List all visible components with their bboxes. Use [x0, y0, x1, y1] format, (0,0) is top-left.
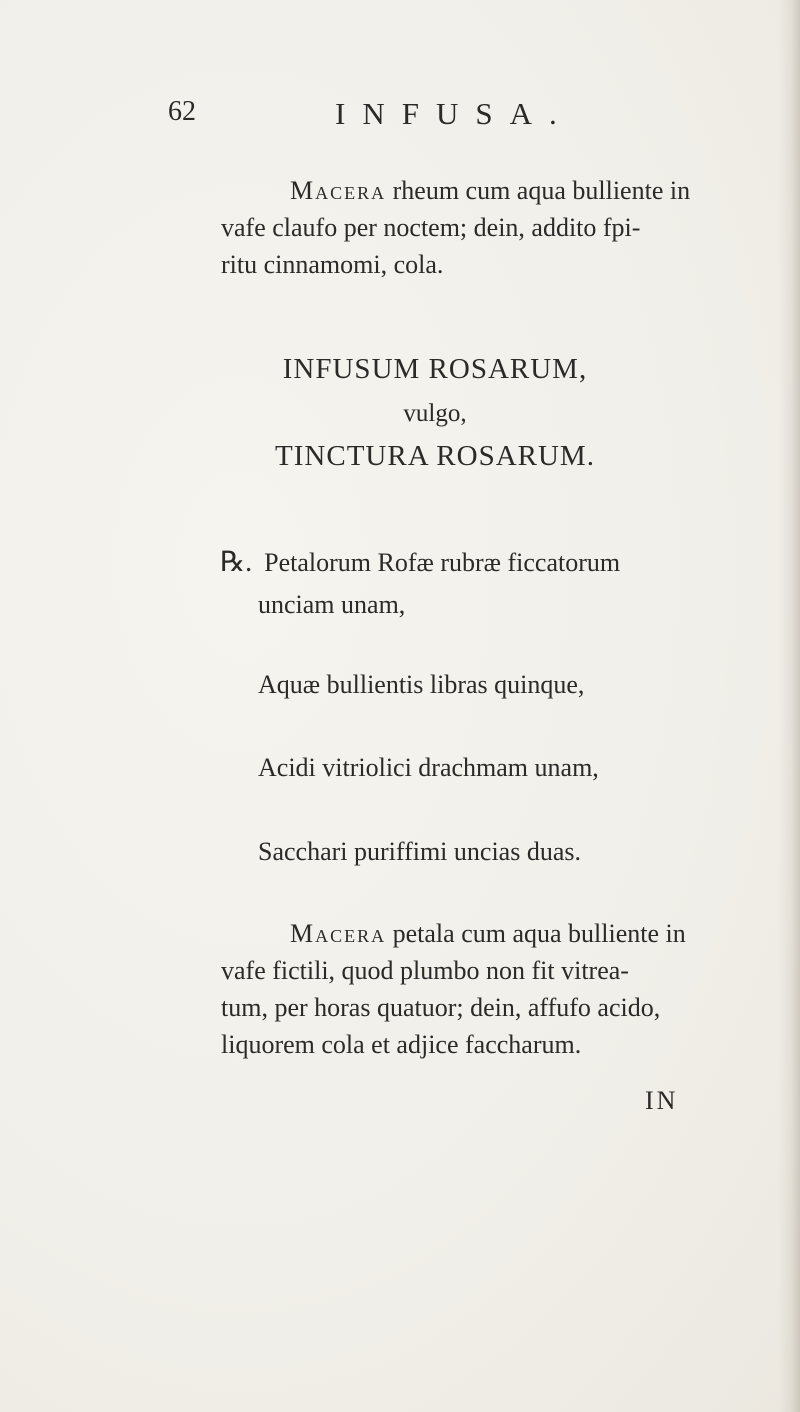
recipe-title-vulgo: vulgo, [403, 400, 467, 427]
running-head: INFUSA. [335, 96, 574, 131]
paragraph-line: Macera rheum cum aqua bulliente in [290, 176, 691, 205]
paragraph-line: vafe fictili, quod plumbo non fit vitrea- [221, 956, 629, 985]
page-number: 62 [168, 96, 196, 127]
recipe-symbol: ℞. [220, 547, 253, 578]
paragraph-macera-rheum [221, 172, 800, 283]
recipe-title: INFUSUM ROSARUM, [282, 353, 588, 385]
recipe-title-alt: TINCTURA ROSARUM. [275, 440, 595, 472]
page-header [168, 96, 668, 140]
paragraph-line: liquorem cola et adjice faccharum. [221, 1030, 582, 1059]
paragraph-line: tum, per horas quatuor; dein, affufo acido, [221, 993, 661, 1022]
paragraph-line: vafe claufo per noctem; dein, addito fpi- [221, 213, 641, 242]
recipe-item: ℞. Petalorum Rofæ rubræ ficcatorum [220, 547, 621, 578]
recipe-item: Acidi vitriolici drachmam unam, [258, 753, 599, 782]
recipe-item: unciam unam, [258, 590, 406, 619]
recipe-item: Aquæ bullientis libras quinque, [258, 670, 585, 699]
paragraph-macera-petala [221, 915, 800, 1063]
paragraph-line: Macera petala cum aqua bulliente in [290, 919, 686, 948]
lead-word: Macera [290, 176, 387, 205]
paragraph-line: ritu cinnamomi, cola. [221, 250, 444, 279]
lead-word: Macera [290, 919, 387, 948]
catchword: IN [645, 1086, 679, 1115]
recipe-item: Sacchari puriffimi uncias duas. [258, 837, 581, 866]
